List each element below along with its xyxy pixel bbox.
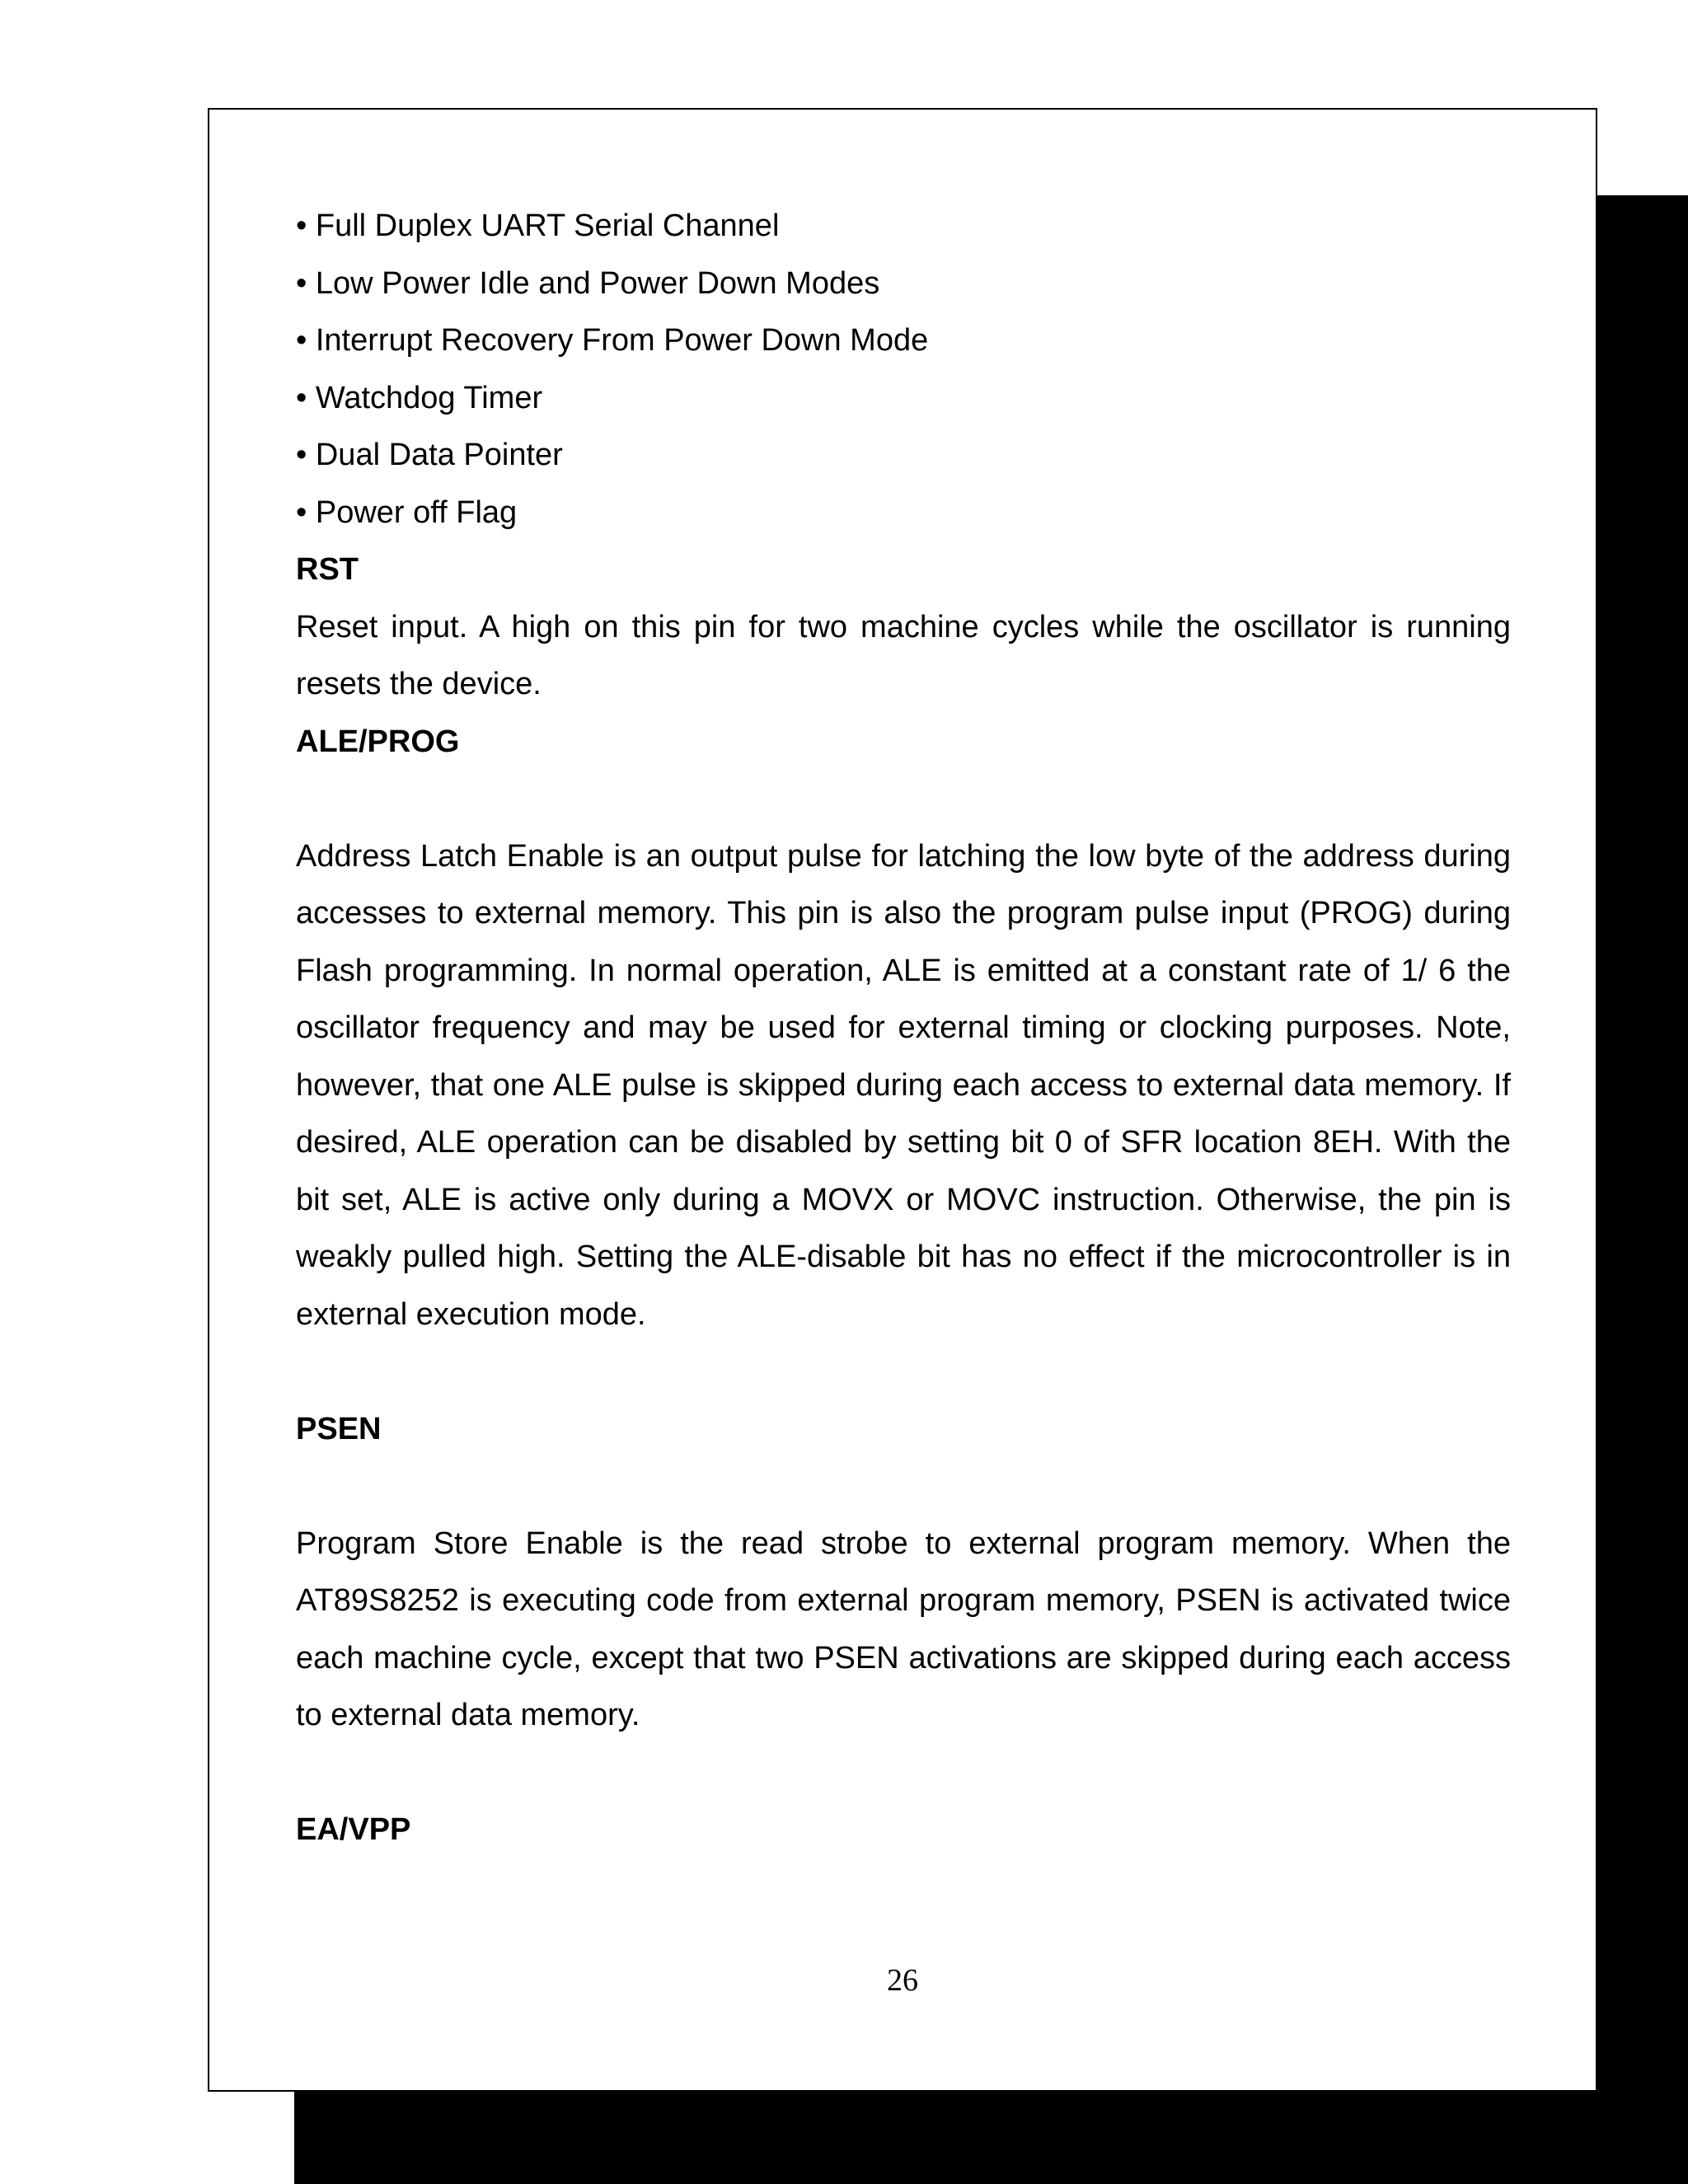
spacer xyxy=(296,1343,1511,1401)
page-content xyxy=(296,198,1511,1859)
ale-prog-heading: ALE/PROG xyxy=(296,724,460,759)
document-page xyxy=(208,108,1597,2092)
page-number: 26 xyxy=(887,1963,918,1998)
bullet-item: • Power off Flag xyxy=(296,494,518,530)
psen-paragraph: Program Store Enable is the read strobe to external program memory. When the AT89S8252 is executing code from external program memory, PSEN is activated twice each machine cycle, except that two PSEN activations are skipped during each access to external data memory. xyxy=(296,1526,1511,1732)
spacer xyxy=(296,771,1511,828)
rst-heading: RST xyxy=(296,552,359,587)
spacer xyxy=(296,1745,1511,1802)
rst-paragraph: Reset input. A high on this pin for two machine cycles while the oscillator is running resets the device. xyxy=(296,609,1511,701)
ale-prog-paragraph: Address Latch Enable is an output pulse for latching the low byte of the address during accesses to external memory. This pin is also the program pulse input (PROG) during Flash programming. In normal operation, ALE is emitted at a constant rate of 1/ 6 the oscillator frequency and may be used for external timing or clocking purposes. Note, however, that one ALE pulse is skipped during each access to external data memory. If desired, ALE operation can be disabled by setting bit 0 of SFR location 8EH. With the bit set, ALE is active only during a MOVX or MOVC instruction. Otherwise, the pin is weakly pulled high. Setting the ALE-disable bit has no effect if the microcontroller is in external execution mode. xyxy=(296,838,1511,1332)
bullet-item: • Low Power Idle and Power Down Modes xyxy=(296,265,880,301)
bullet-item: • Full Duplex UART Serial Channel xyxy=(296,209,780,243)
bullet-item: • Dual Data Pointer xyxy=(296,438,563,472)
spacer xyxy=(296,1458,1511,1516)
psen-heading: PSEN xyxy=(296,1411,382,1446)
bullet-item: • Watchdog Timer xyxy=(296,380,543,415)
bullet-item: • Interrupt Recovery From Power Down Mode xyxy=(296,323,929,358)
ea-vpp-heading: EA/VPP xyxy=(296,1812,411,1847)
